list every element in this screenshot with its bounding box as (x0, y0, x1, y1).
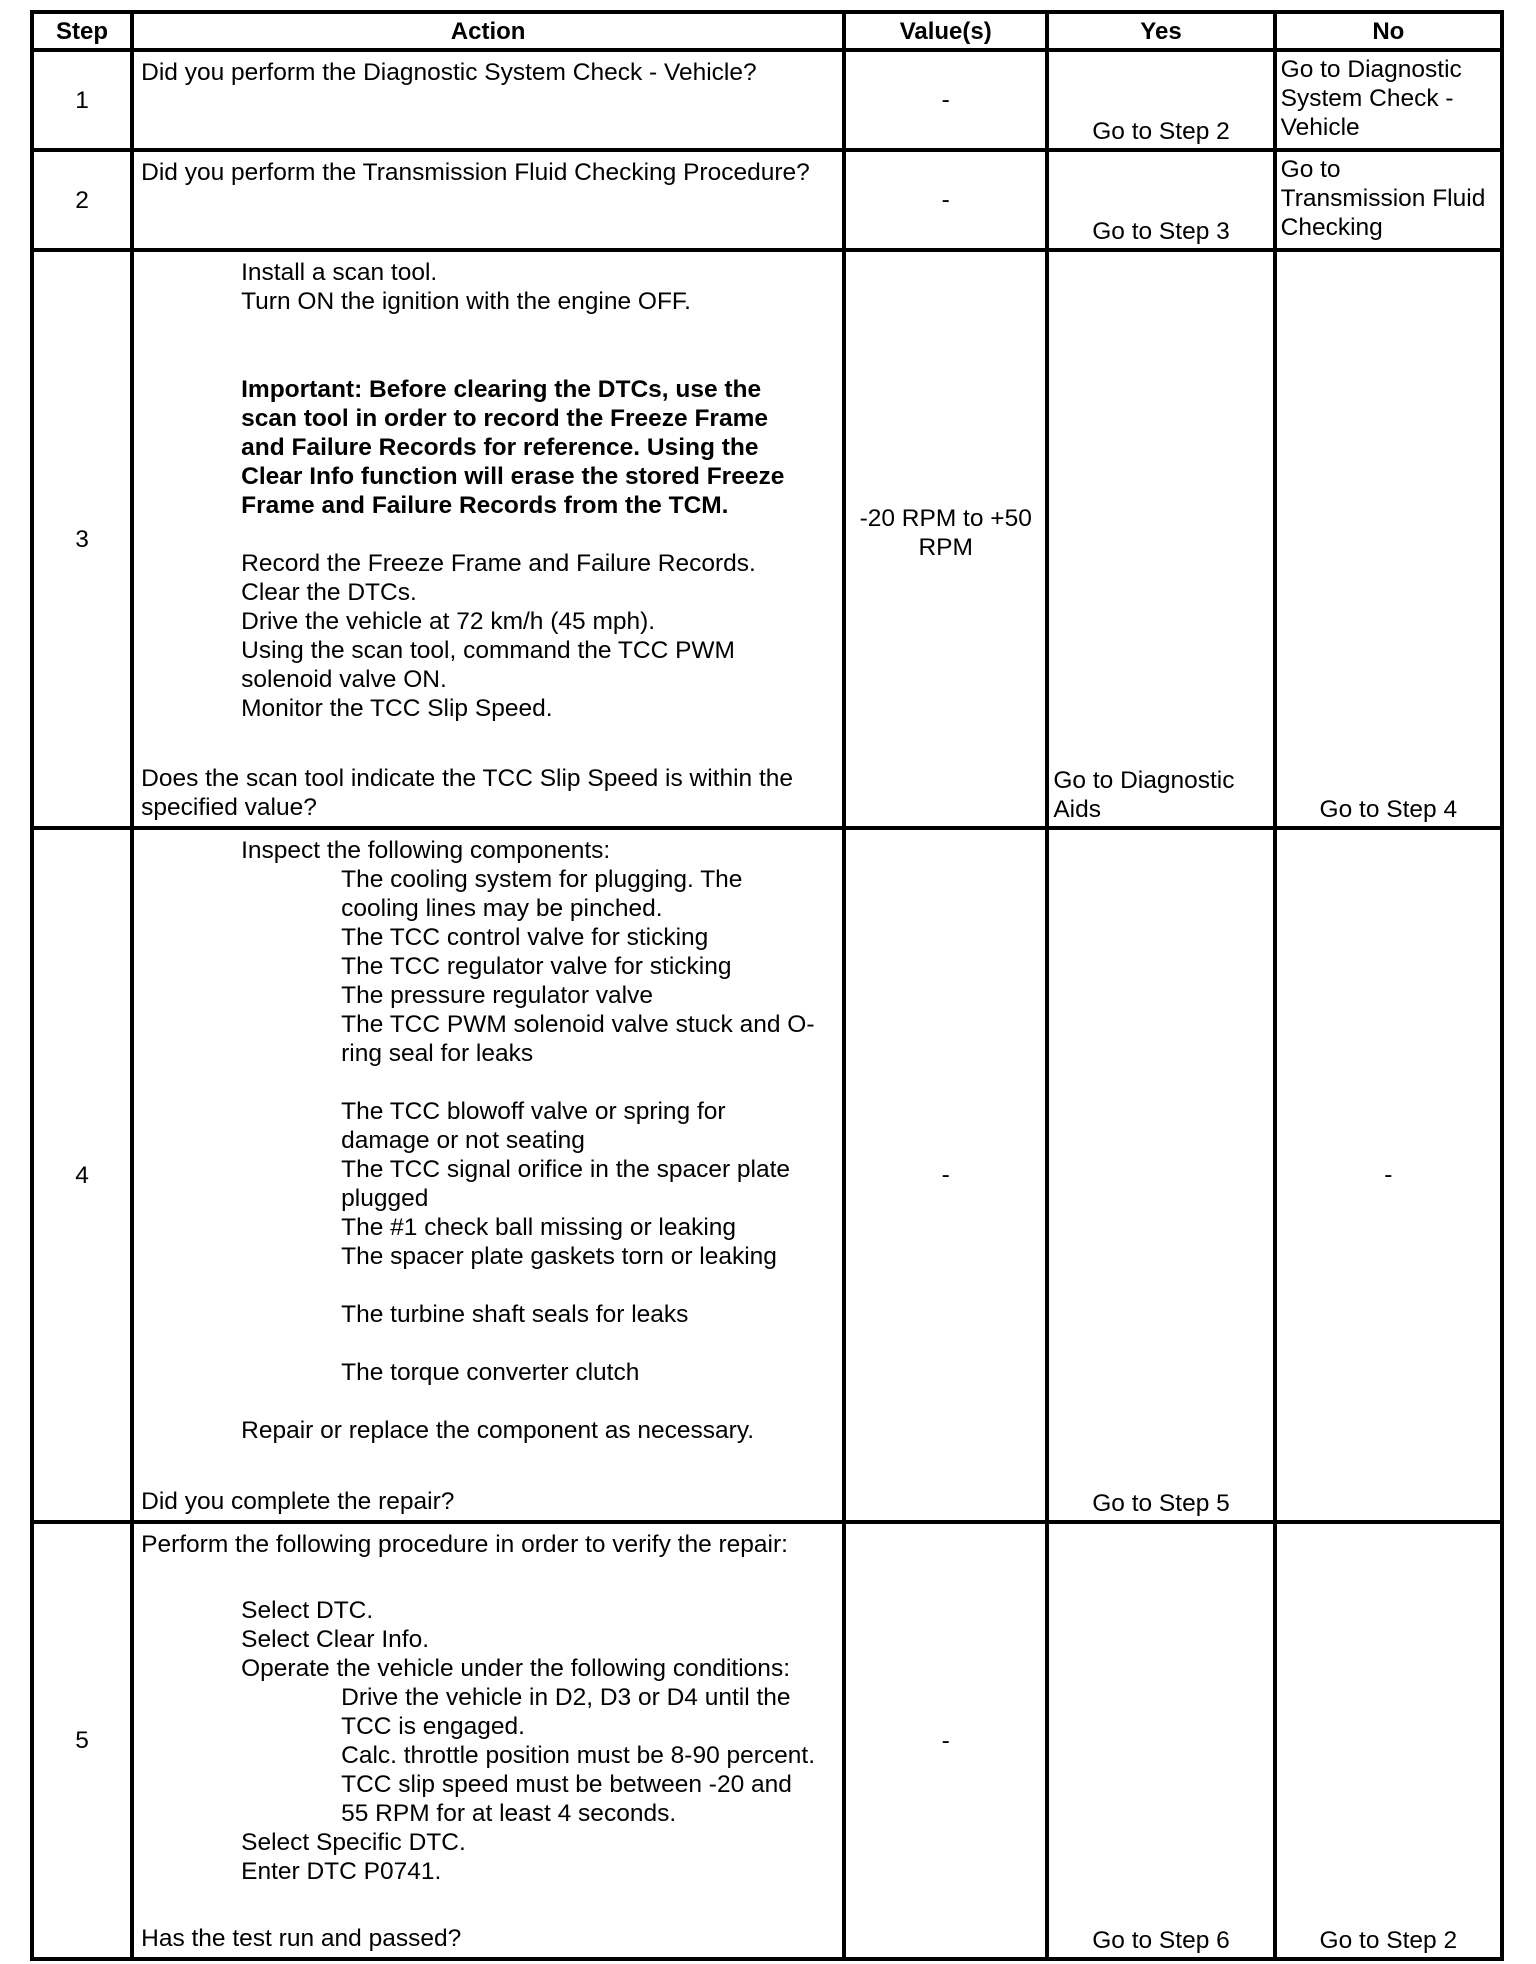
condition-item: Calc. throttle position must be 8-90 percent. (341, 1742, 816, 1769)
action-cell (132, 50, 844, 150)
component-item: The TCC blowoff valve or spring for (341, 1098, 726, 1125)
condition-item: Drive the vehicle in D2, D3 or D4 until the (341, 1684, 791, 1711)
component-item: ring seal for leaks (341, 1040, 534, 1067)
value-line: -20 RPM to +50 (859, 505, 1032, 532)
component-item: The pressure regulator valve (341, 982, 653, 1009)
action-step: Clear the DTCs. (241, 579, 417, 606)
yes-cell (1047, 828, 1274, 1522)
action-question: Has the test run and passed? (141, 1925, 462, 1952)
yes-link-line: Aids (1053, 796, 1102, 823)
no-cell (1275, 150, 1502, 250)
yes-link: Go to Step 6 (1092, 1927, 1230, 1954)
no-link: Go to Step 4 (1319, 796, 1458, 823)
procedure-intro: Perform the following procedure in order to verify the repair: (141, 1531, 788, 1558)
value-text: - (941, 1727, 950, 1754)
component-item: The TCC signal orifice in the spacer plate (341, 1156, 791, 1183)
yes-link: Go to Step 3 (1092, 218, 1230, 245)
component-item: The TCC regulator valve for sticking (341, 953, 732, 980)
value-cell (844, 828, 1047, 1522)
step-number: 3 (32, 250, 132, 828)
header-action: Action (132, 12, 844, 50)
component-item: The TCC PWM solenoid valve stuck and O- (341, 1011, 815, 1038)
component-item: The spacer plate gaskets torn or leaking (341, 1243, 777, 1270)
value-cell (844, 250, 1047, 828)
procedure-step: Select Clear Info. (241, 1626, 430, 1653)
important-note: Frame and Failure Records from the TCM. (241, 492, 729, 519)
header-step: Step (32, 12, 132, 50)
action-step: Drive the vehicle at 72 km/h (45 mph). (241, 608, 656, 635)
no-link-line: Vehicle (1280, 114, 1360, 141)
value-cell (844, 50, 1047, 150)
step-number: 2 (32, 150, 132, 250)
no-link-line: System Check - (1280, 85, 1454, 112)
action-cell (132, 1522, 844, 1959)
no-link-line: Go to (1280, 156, 1341, 183)
component-item: The #1 check ball missing or leaking (341, 1214, 737, 1241)
value-text: - (941, 86, 950, 114)
value-text (846, 504, 1045, 562)
table-row-step-4 (32, 828, 1502, 1522)
action-question: Does the scan tool indicate the TCC Slip Speed is within the (141, 765, 794, 792)
action-step: Record the Freeze Frame and Failure Records. (241, 550, 756, 577)
no-link-line: Checking (1280, 214, 1383, 241)
table-row-step-2 (32, 150, 1502, 250)
component-item: The TCC control valve for sticking (341, 924, 709, 951)
repair-instruction: Repair or replace the component as necessary. (241, 1417, 755, 1444)
inspect-intro: Inspect the following components: (241, 837, 611, 864)
procedure-step: Select DTC. (241, 1597, 374, 1624)
component-item: plugged (341, 1185, 429, 1212)
yes-cell (1047, 250, 1274, 828)
important-note: Clear Info function will erase the stored Freeze (241, 463, 785, 490)
table-row-step-1 (32, 50, 1502, 150)
table-row-step-3 (32, 250, 1502, 828)
action-cell (132, 250, 844, 828)
no-cell (1275, 50, 1502, 150)
no-cell (1275, 250, 1502, 828)
condition-item: TCC slip speed must be between -20 and (341, 1771, 792, 1798)
no-link-line: Go to Diagnostic (1280, 56, 1462, 83)
procedure-step: Enter DTC P0741. (241, 1858, 442, 1885)
step-number: 5 (32, 1522, 132, 1959)
action-question: specified value? (141, 794, 317, 821)
yes-link: Go to Step 5 (1092, 1490, 1230, 1517)
procedure-step: Select Specific DTC. (241, 1829, 466, 1856)
procedure-step: Operate the vehicle under the following conditions: (241, 1655, 790, 1682)
action-step: Turn ON the ignition with the engine OFF. (241, 288, 691, 315)
yes-link-line: Go to Diagnostic (1053, 767, 1235, 794)
yes-cell (1047, 150, 1274, 250)
step-number: 1 (32, 50, 132, 150)
action-cell (132, 150, 844, 250)
header-no: No (1275, 12, 1502, 50)
action-step: solenoid valve ON. (241, 666, 447, 693)
step-number: 4 (32, 828, 132, 1522)
action-cell (132, 828, 844, 1522)
condition-item: TCC is engaged. (341, 1713, 525, 1740)
header-yes: Yes (1047, 12, 1274, 50)
condition-item: 55 RPM for at least 4 seconds. (341, 1800, 677, 1827)
value-line: RPM (918, 534, 973, 561)
component-item: The turbine shaft seals for leaks (341, 1301, 689, 1328)
important-note: and Failure Records for reference. Using the (241, 434, 759, 461)
no-text: - (1384, 1161, 1393, 1189)
table-row-step-5 (32, 1522, 1502, 1959)
no-cell (1275, 1522, 1502, 1959)
value-cell (844, 1522, 1047, 1959)
action-question: Did you perform the Diagnostic System Check - Vehicle? (141, 59, 757, 86)
component-item: The torque converter clutch (341, 1359, 640, 1386)
diagnostic-table (30, 10, 1504, 1961)
no-link: Go to Step 2 (1319, 1927, 1458, 1954)
important-note: scan tool in order to record the Freeze Frame (241, 405, 769, 432)
action-step: Using the scan tool, command the TCC PWM (241, 637, 735, 664)
action-step: Monitor the TCC Slip Speed. (241, 695, 553, 722)
action-question: Did you complete the repair? (141, 1488, 455, 1515)
header-row (32, 12, 1502, 50)
no-link-line: Transmission Fluid (1280, 185, 1486, 212)
component-item: cooling lines may be pinched. (341, 895, 663, 922)
yes-link: Go to Step 2 (1092, 118, 1230, 145)
yes-cell (1047, 1522, 1274, 1959)
important-note: Important: Before clearing the DTCs, use the (241, 376, 762, 403)
value-cell (844, 150, 1047, 250)
action-step: Install a scan tool. (241, 259, 438, 286)
component-item: damage or not seating (341, 1127, 585, 1154)
action-question: Did you perform the Transmission Fluid Checking Procedure? (141, 159, 810, 186)
header-values: Value(s) (844, 12, 1047, 50)
component-item: The cooling system for plugging. The (341, 866, 743, 893)
value-text: - (941, 1161, 950, 1189)
no-cell (1275, 828, 1502, 1522)
yes-cell (1047, 50, 1274, 150)
value-text: - (941, 186, 950, 214)
